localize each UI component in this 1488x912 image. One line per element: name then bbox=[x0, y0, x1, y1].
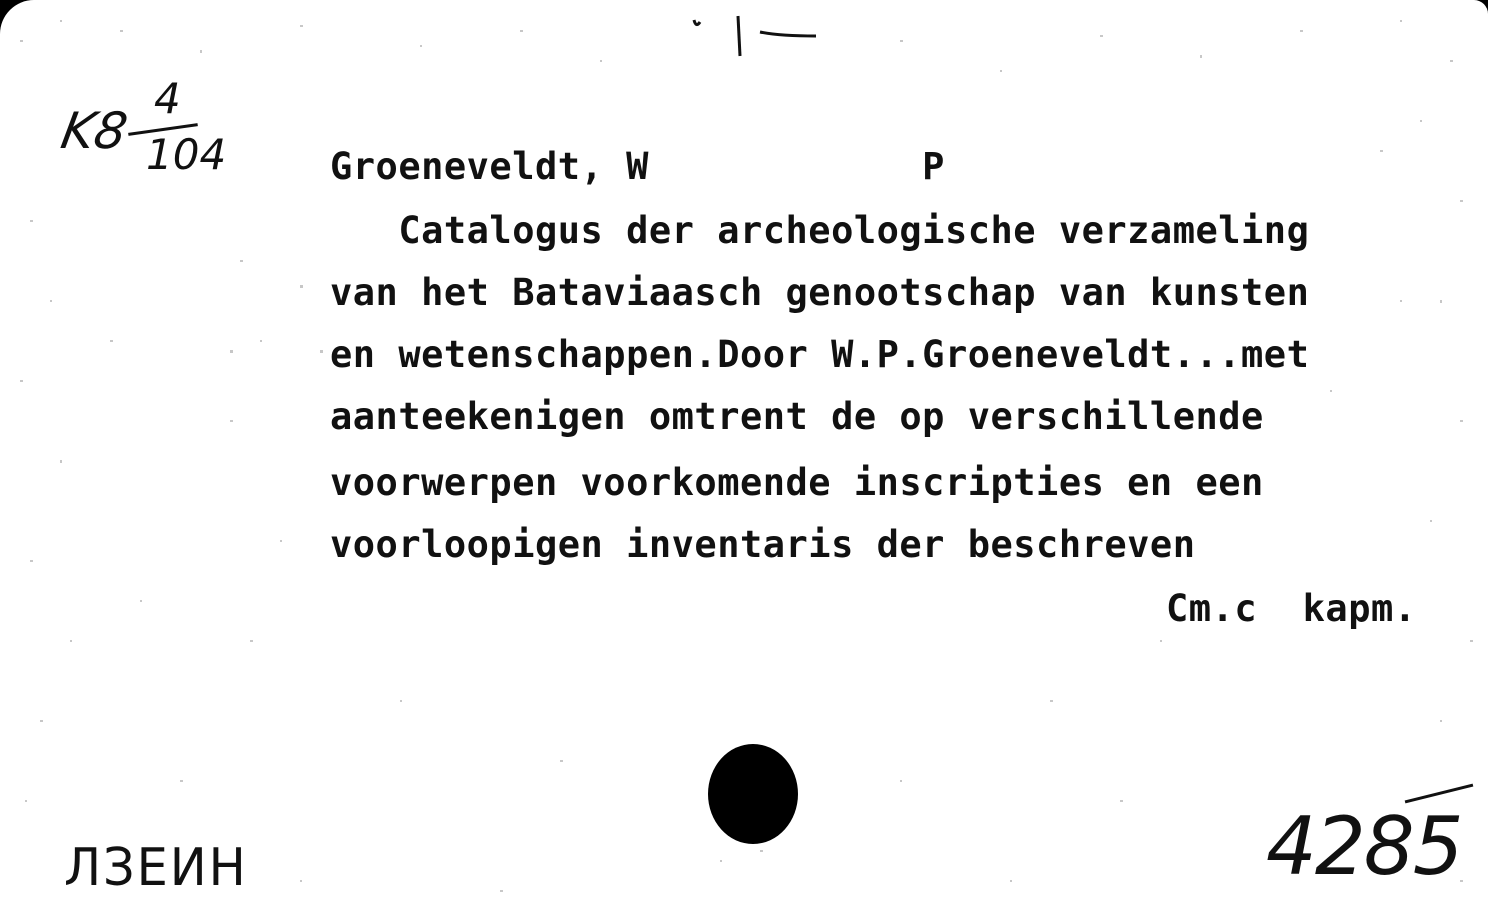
inventory-number: 4285 bbox=[1266, 800, 1462, 893]
shelf-mark-fraction bbox=[128, 74, 228, 184]
title-line-1: Catalogus der archeologische verzameling bbox=[330, 209, 1310, 252]
continuation-note: Cm.c kapm. bbox=[1166, 587, 1417, 630]
title-line-3: en wetenschappen.Door W.P.Groeneveldt...met bbox=[330, 333, 1310, 376]
shelf-mark-denominator: 104 bbox=[146, 130, 227, 179]
library-stamp: ЛЗЕИН bbox=[64, 838, 248, 898]
title-line-4: aanteekenigen omtrent de op verschillende bbox=[330, 395, 1264, 438]
top-pencil-mark bbox=[690, 6, 830, 66]
author-line: Groeneveldt, W P bbox=[330, 145, 945, 188]
title-line-2: van het Bataviaasch genootschap van kunsten bbox=[330, 271, 1310, 314]
title-line-5: voorwerpen voorkomende inscripties en een bbox=[330, 461, 1264, 504]
shelf-mark-numerator: 4 bbox=[154, 74, 181, 123]
title-line-6: voorloopigen inventaris der beschreven bbox=[330, 523, 1196, 566]
shelf-mark-prefix: K8 bbox=[56, 102, 132, 160]
punch-hole bbox=[708, 744, 798, 844]
